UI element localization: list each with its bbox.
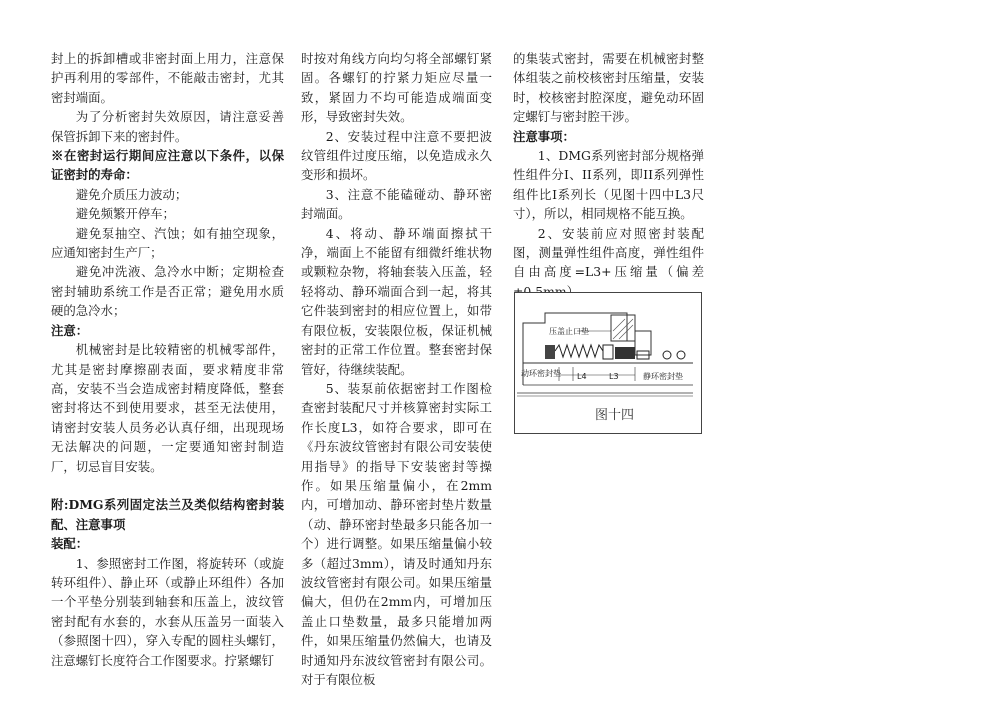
col3-paragraph: 的集装式密封，需要在机械密封整体组装之前校核密封压缩量，安装时，校核密封腔深度，避免动环固定螺钉与密封腔干涉。 <box>513 51 704 125</box>
seal-assembly-drawing <box>515 293 701 433</box>
col1-paragraph: 为了分析密封失效原因，请注意妥善保管拆卸下来的密封件。 <box>51 109 284 144</box>
text-column-2 <box>301 49 492 689</box>
col1-paragraph: 1、参照密封工作图，将旋转环（或旋转环组件）、静止环（或静止环组件）各加一个平垫分别装到轴套和压盖上，波纹管密封配有水套的，水套从压盖另一面装入（参照图十四），穿入专配的圆柱头螺钉，注意螺钉长度符合工作图要求。拧紧螺钉 <box>51 555 284 668</box>
col3-paragraph: 2、安装前应对照密封装配图，测量弹性组件高度，弹性组件自由高度=L3+压缩量（偏差 <box>513 225 704 280</box>
col1-paragraph: 注意： <box>51 322 89 338</box>
col2-paragraph: 5、装泵前依据密封工作图检查密封装配尺寸并核算密封实际工作长度L3，如符合要求，即可在《丹东波纹管密封有限公司安装使用指导》的指导下安装密封等操作。如果压缩量偏小，在2mm内，可增加动、静环密封垫片数量（动、静环密封垫最多只能各加一个）进行调整。如果压缩量偏小较多（超过3mm），请及时通知丹东波纹管密封有限公司。如果压缩量偏大，但仍在2mm内，可增加压盖止口垫数量，最多只能增加两件，如果压缩量仍然偏大，也请及时通知丹东波纹管密封有限公司。对于有限位板 <box>301 380 492 687</box>
col2-paragraph: 4、将动、静环端面擦拭干净，端面上不能留有细微纤维状物或颗粒杂物，将轴套装入压盖，轻轻将动、静环端面合到一起，将其它件装到密封的相应位置上，如带有限位板，安装限位板，保证机械密封的正常工作位置。整套密封保管好，待继续装配。 <box>301 225 492 377</box>
col1-paragraph: 装配： <box>51 536 89 552</box>
col1-paragraph: ※在密封运行期间应注意以下条件，以保证密封的寿命： <box>51 148 284 183</box>
text-column-1 <box>51 49 284 670</box>
col1-paragraph: 封上的拆卸槽或非密封面上用力，注意保护再利用的零部件，不能敲击密封，尤其密封端面。 <box>51 51 284 105</box>
label-rotating-gasket: 动环密封垫 <box>521 369 561 378</box>
col1-paragraph: 避免频繁开停车； <box>75 206 175 222</box>
col1-paragraph: 机械密封是比较精密的机械零部件，尤其是密封摩擦副表面，要求精度非常高，安装不当会造成密封精度降低，整套密封将达不到使用要求，甚至无法使用，请密封安装人员务必认真仔细，出现现场无法解决的问题，一定要通知密封制造厂，切忌盲目安装。 <box>51 342 284 474</box>
col1-paragraph: 避免冲洗液、急冷水中断；定期检查密封辅助系统工作是否正常；避免用水质硬的急冷水； <box>51 264 284 319</box>
col1-paragraph <box>51 476 284 495</box>
text-column-3 <box>513 49 704 301</box>
col3-paragraph: 注意事项： <box>513 128 575 144</box>
label-stationary-gasket: 静环密封垫 <box>643 372 683 381</box>
figure-14 <box>514 292 702 434</box>
col2-paragraph: 2、安装过程中注意不要把波纹管组件过度压缩，以免造成永久变形和损坏。 <box>301 128 492 183</box>
col2-paragraph: 3、注意不能磕碰动、静环密封端面。 <box>301 186 492 222</box>
label-gland-gasket: 压盖止口垫 <box>549 327 589 336</box>
figure-caption: 图十四 <box>595 408 635 423</box>
col1-paragraph: 避免泵抽空、汽蚀；如有抽空现象，应通知密封生产厂； <box>51 225 284 261</box>
col1-paragraph: 附:DMG系列固定法兰及类似结构密封装配、注意事项 <box>51 497 284 532</box>
label-l4: L4 <box>577 372 587 381</box>
col3-paragraph: 1、DMG系列密封部分规格弹性组件分I、II系列，即II系列弹性组件比I系列长（见图十四中L3尺寸），所以，相同规格不能互换。 <box>513 148 704 222</box>
col1-paragraph: 避免介质压力波动； <box>75 186 188 202</box>
col2-paragraph: 时按对角线方向均匀将全部螺钉紧固。各螺钉的拧紧力矩应尽量一致，紧固力不均可能造成端面变形，导致密封失效。 <box>301 51 492 125</box>
label-l3: L3 <box>609 372 619 381</box>
